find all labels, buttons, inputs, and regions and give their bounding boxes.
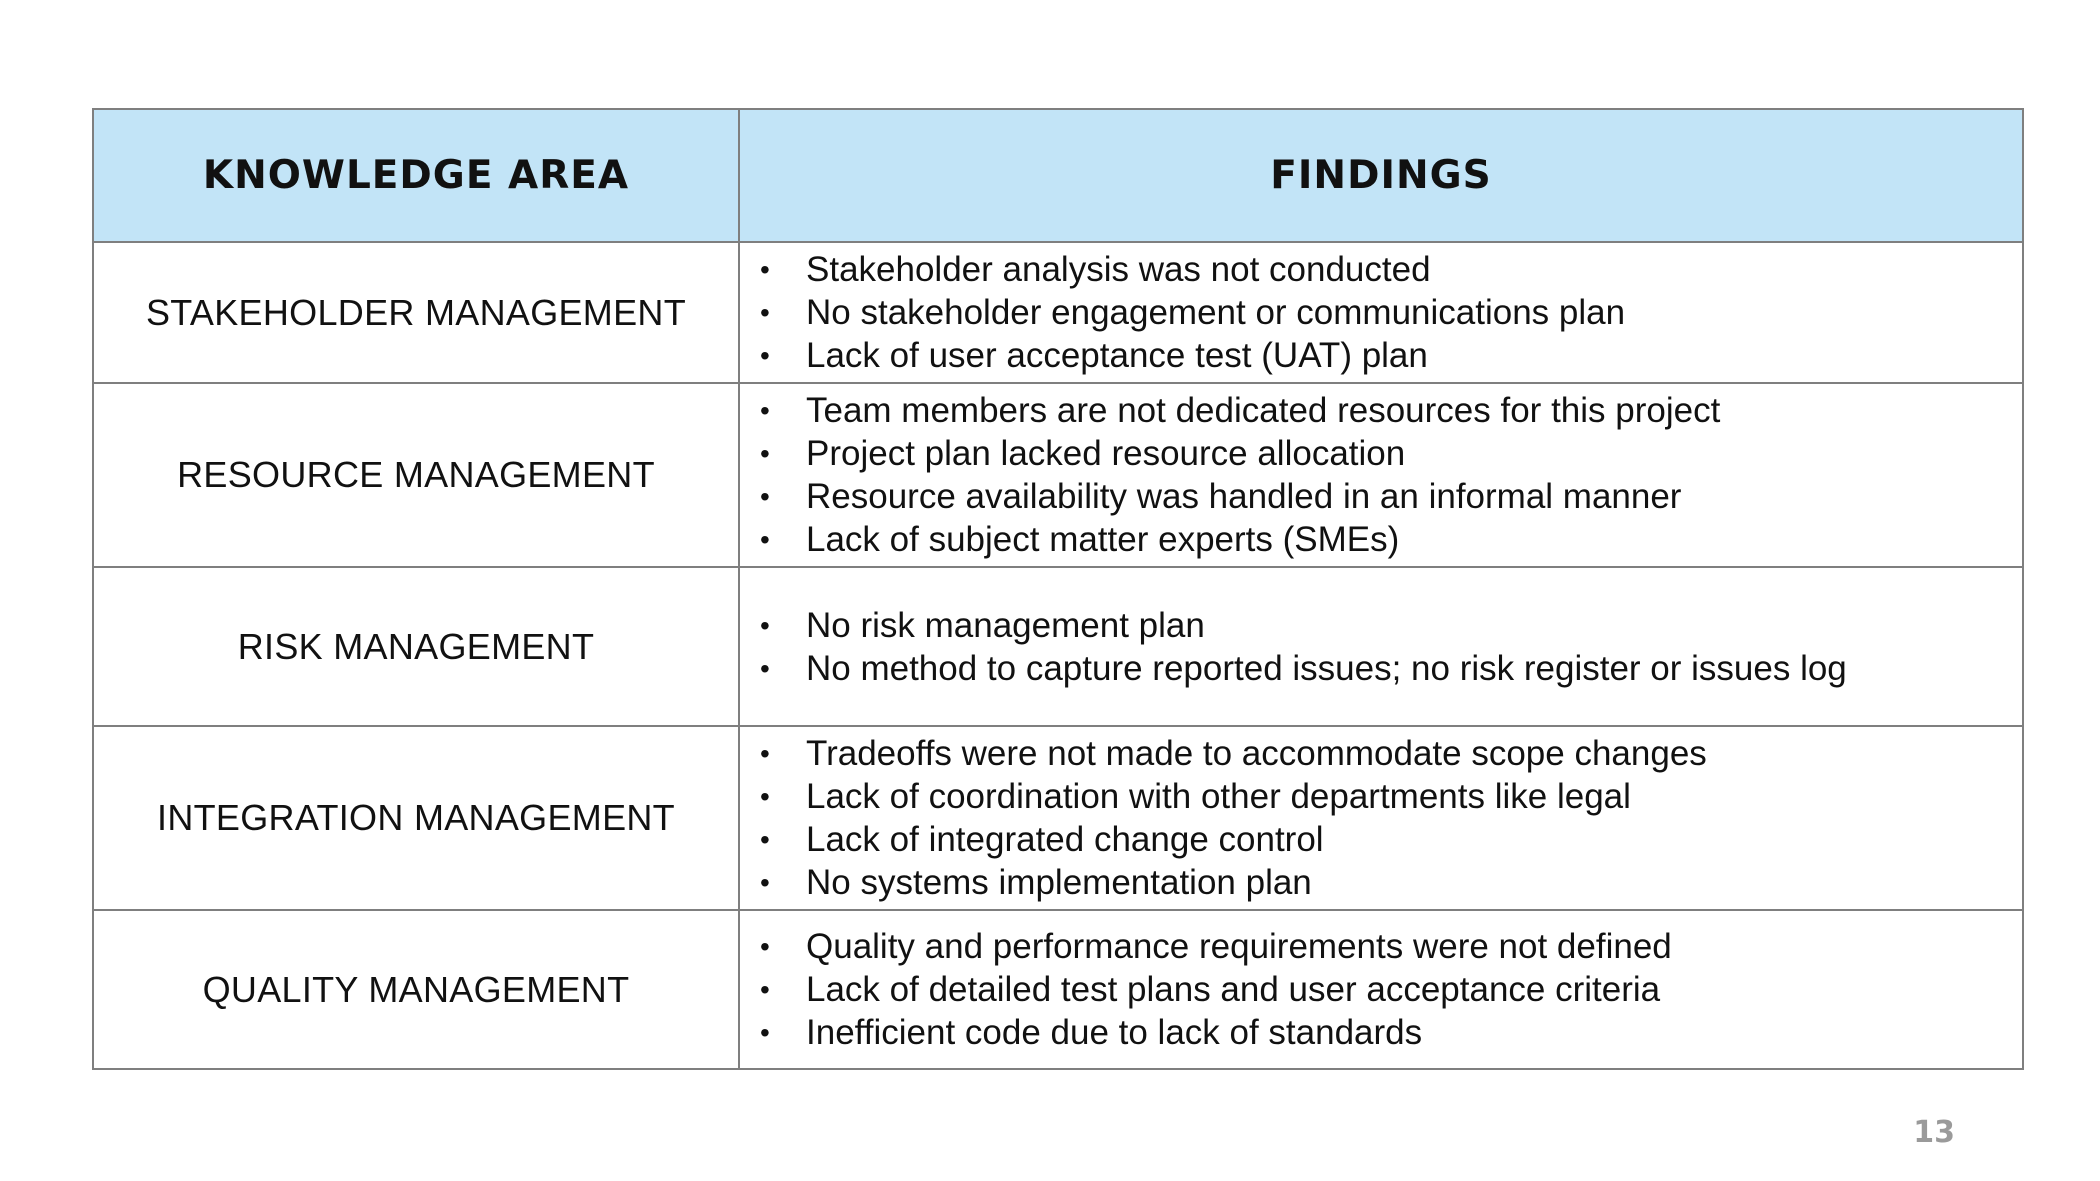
finding-item: • Inefficient code due to lack of standards (760, 1011, 2022, 1054)
table-row (93, 567, 2023, 726)
findings-list (760, 925, 2022, 1054)
table-row (93, 910, 2023, 1069)
finding-item: • Project plan lacked resource allocation (760, 432, 2022, 475)
findings-cell (739, 910, 2023, 1069)
finding-item: • Stakeholder analysis was not conducted (760, 248, 2022, 291)
knowledge-area-cell: QUALITY MANAGEMENT (93, 910, 739, 1069)
finding-item: • Team members are not dedicated resources for this project (760, 389, 2022, 432)
finding-item: • Tradeoffs were not made to accommodate scope changes (760, 732, 2022, 775)
findings-list (760, 732, 2022, 904)
knowledge-area-cell: RISK MANAGEMENT (93, 567, 739, 726)
table-row (93, 242, 2023, 383)
finding-item: • Quality and performance requirements were not defined (760, 925, 2022, 968)
findings-list (760, 248, 2022, 377)
finding-item: • Lack of coordination with other departments like legal (760, 775, 2022, 818)
findings-cell (739, 567, 2023, 726)
finding-item: • Lack of detailed test plans and user acceptance criteria (760, 968, 2022, 1011)
finding-item: • Lack of subject matter experts (SMEs) (760, 518, 2022, 561)
finding-item: • Lack of user acceptance test (UAT) plan (760, 334, 2022, 377)
knowledge-area-cell: STAKEHOLDER MANAGEMENT (93, 242, 739, 383)
table-header-row (93, 109, 2023, 242)
knowledge-area-cell: INTEGRATION MANAGEMENT (93, 726, 739, 910)
findings-cell (739, 726, 2023, 910)
finding-item: • Resource availability was handled in an informal manner (760, 475, 2022, 518)
table-row (93, 383, 2023, 567)
findings-list (760, 389, 2022, 561)
finding-item: • No method to capture reported issues; no risk register or issues log (760, 647, 2022, 690)
findings-cell (739, 383, 2023, 567)
header-findings: FINDINGS (739, 109, 2023, 242)
header-knowledge-area: KNOWLEDGE AREA (93, 109, 739, 242)
findings-list (760, 604, 2022, 690)
finding-item: • No stakeholder engagement or communications plan (760, 291, 2022, 334)
knowledge-area-cell: RESOURCE MANAGEMENT (93, 383, 739, 567)
finding-item: • No systems implementation plan (760, 861, 2022, 904)
findings-cell (739, 242, 2023, 383)
table-row (93, 726, 2023, 910)
findings-table (92, 108, 2024, 1070)
finding-item: • No risk management plan (760, 604, 2022, 647)
finding-item: • Lack of integrated change control (760, 818, 2022, 861)
page-number: 13 (1913, 1115, 1955, 1150)
